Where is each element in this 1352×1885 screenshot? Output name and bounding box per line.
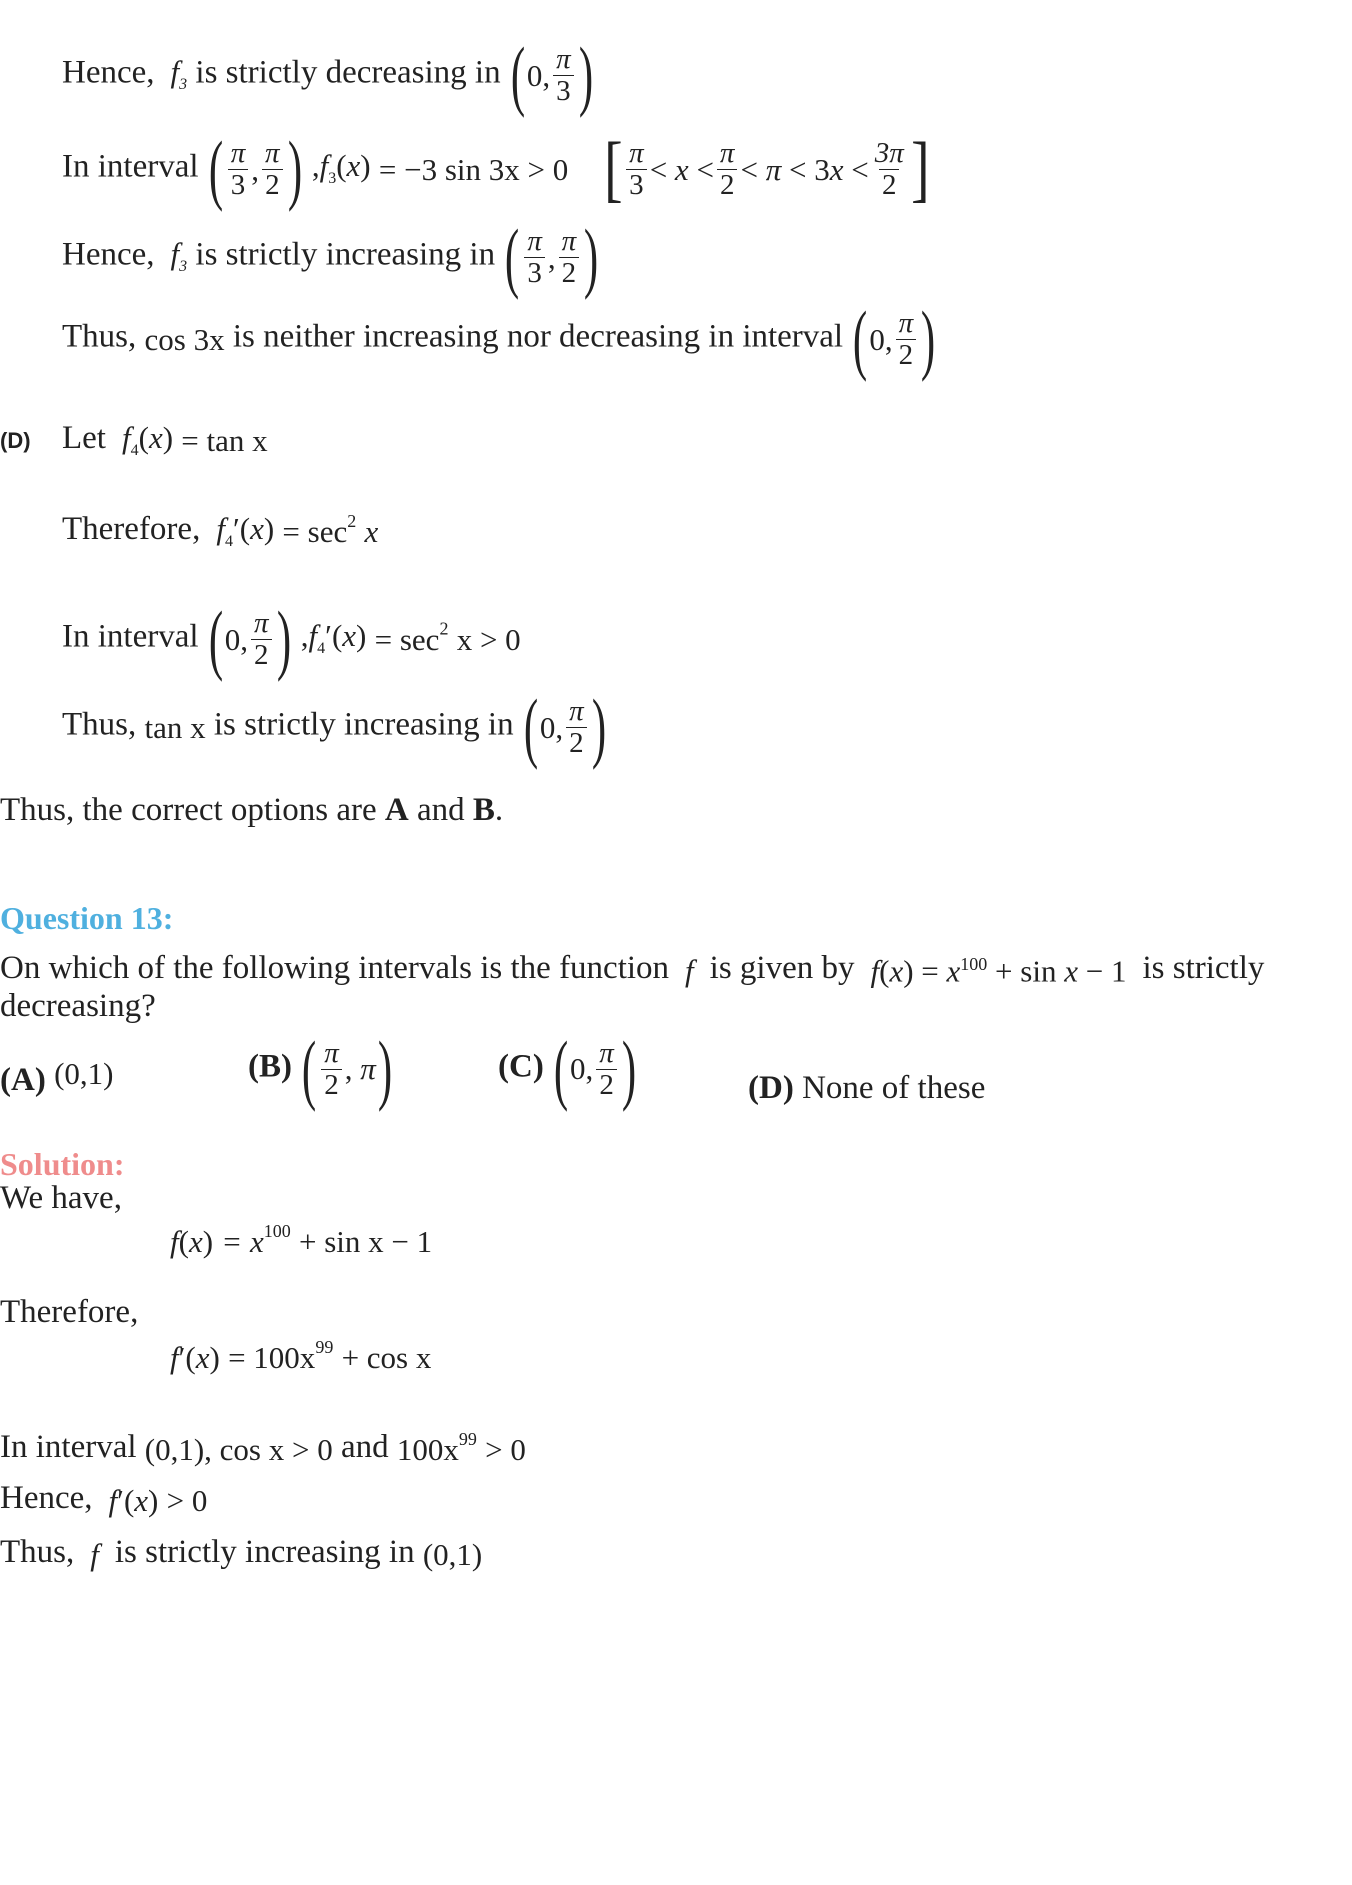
part-c-increasing-line: Hence, $f_3$ is strictly increasing in ( $\frac{\pi}{3}$ , $\frac{\pi}{2}$ ) [62, 213, 599, 300]
solution-equation-1: $f(x) = x^{100} + \sin x - 1$ [170, 1221, 433, 1259]
option-c: (C) (0, $\frac{\pi}{2}$ ) [498, 1025, 636, 1112]
correct-options-line: Thus, the correct options are A and B. [0, 792, 504, 828]
part-d-conclusion-line: Thus, tan x is strictly increasing in (0, $\frac{\pi}{2}$ ) [62, 683, 606, 770]
part-c-decreasing-line: Hence, $f_3$ is strictly decreasing in (0, $\frac{\pi}{3}$ ) [62, 31, 593, 118]
solution-equation-2: $f'(x) = 100x^{99} + \cos x$ [170, 1337, 432, 1375]
option-a: (A) (0,1) [0, 1056, 114, 1098]
solution-title: Solution: [0, 1146, 125, 1182]
part-c-neither-line: Thus, cos 3x is neither increasing nor decreasing in interval (0, $\frac{\pi}{2}$ ) [62, 295, 936, 382]
option-d: (D) None of these [748, 1070, 986, 1106]
part-d-let-line: Let $f_4(x) = \tan x$ [62, 420, 268, 460]
question-title: Question 13: [0, 900, 174, 936]
option-b: (B) ( $\frac{\pi}{2}$ , π) [248, 1025, 392, 1112]
solution-thus-line: Thus, f is strictly increasing in (0,1) [0, 1534, 483, 1572]
part-c-interval-line: In interval ( $\frac{\pi}{3}$ , $\frac{\pi}{2}$ ) $,f_3(x) = -3$ sin 3x > 0 [ $\frac{\pi}{3}$ < x < $\frac{\pi}{2}$ < π < 3x < $\frac{3\pi}{2}$ ] [62, 125, 930, 212]
solution-hence-line: Hence, f′(x) > 0 [0, 1480, 208, 1518]
math-f3: $f_3$ [162, 54, 188, 94]
part-d-label: (D) [0, 428, 31, 453]
solution-we-have: We have, [0, 1180, 122, 1216]
part-d-derivative-line: Therefore, $f_4'(x) = \sec^2 x$ [62, 510, 379, 551]
solution-interval-line: In interval (0,1), cos x > 0 and $100x^{99} > 0$ [0, 1429, 526, 1467]
solution-therefore: Therefore, [0, 1294, 139, 1330]
part-d-interval-line: In interval (0, $\frac{\pi}{2}$ ) $,f_4'(x) = \sec^2 x > 0$ [62, 595, 521, 682]
question-text-line2: decreasing? [0, 988, 156, 1024]
question-text-line1: On which of the following intervals is the function f is given by $f(x) = x^{100} + \sin x - 1$ is strictly [0, 950, 1265, 989]
